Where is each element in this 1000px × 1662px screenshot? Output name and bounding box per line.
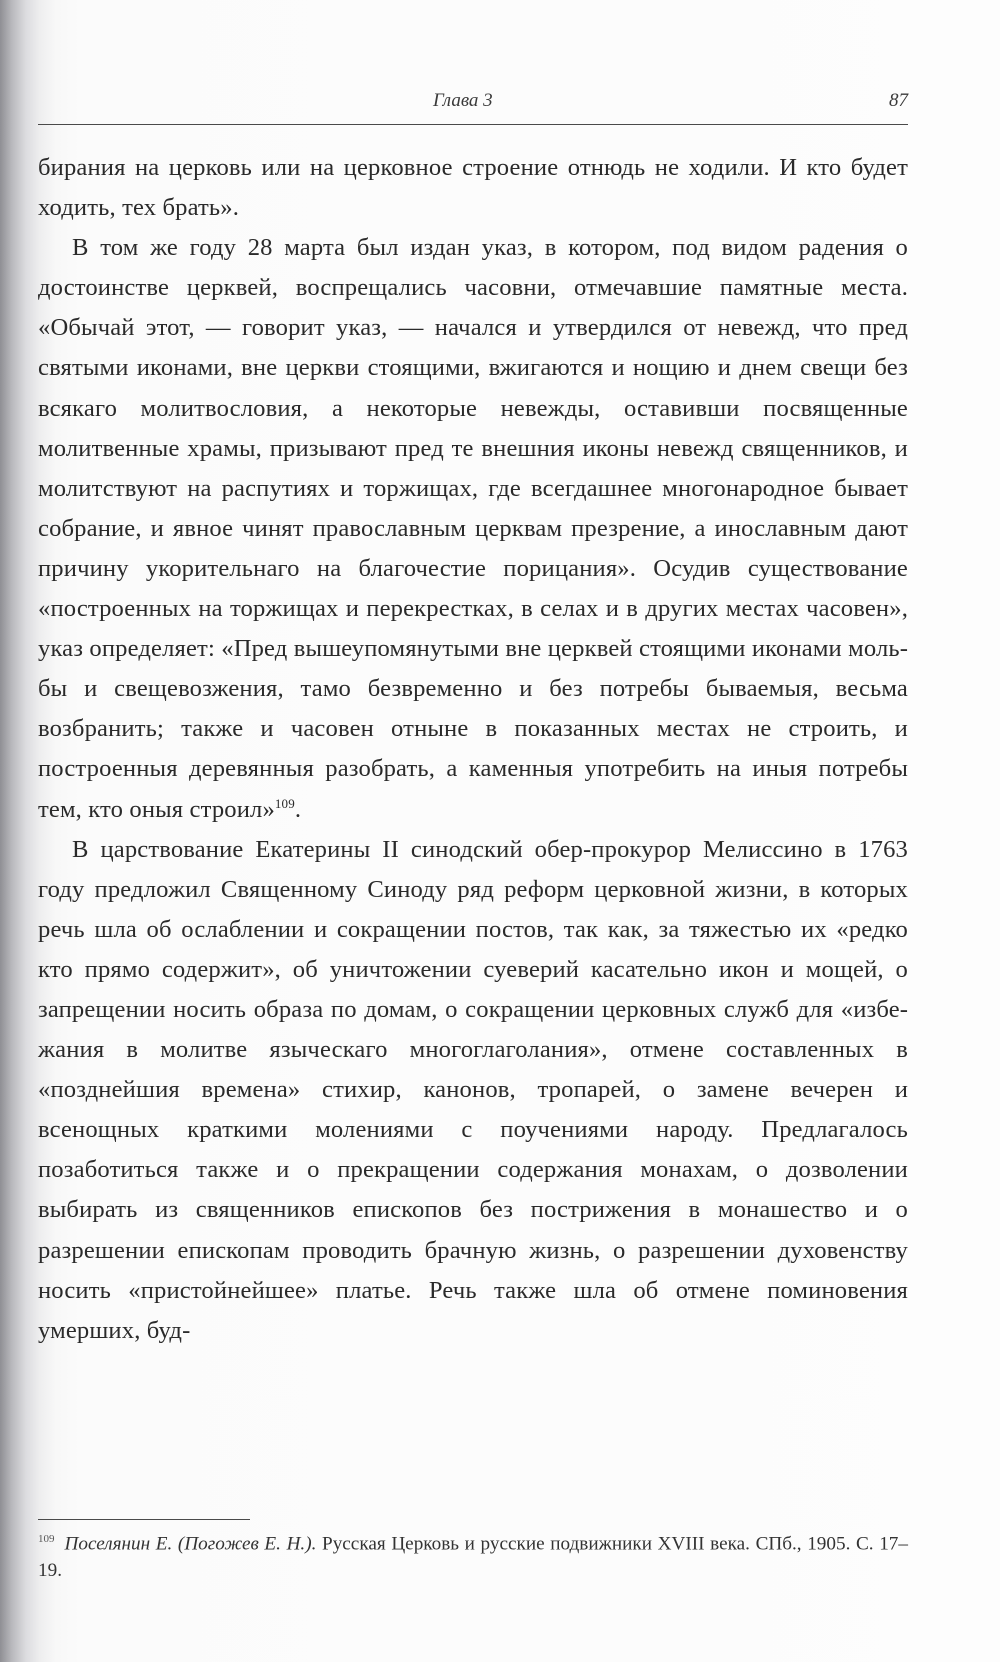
running-header (38, 90, 908, 122)
paragraph: бирания на церковь или на церковное строение отнюдь не ходили. И кто будет ходить, тех брать». (38, 154, 908, 222)
main-text (38, 148, 908, 1351)
header-rule (38, 124, 908, 125)
paragraph: В царствование Екатерины II синодский обер-прокурор Мелиссино в 1763 году предложил Священному Синоду ряд реформ церковной жизни, в которых речь шла об ослаблении и сокращении постов, так как, за тяжестью их «редко кто прямо содержит», об уничтожении суеверий касательно икон и мощей, о запрещении носить образа по домам, о сокращении церковных служб для «избежания в молитве языческаго многоглаголания», отмене составленных в «позднейшия времена» стихир, канонов, тропарей, о замене вечерен и всенощных краткими молениями с поучениями народу. Предлагалось позаботиться также и о прекращении содержания монахам, о дозволении выбирать из священников епископов без пострижения в монашество и о разрешении епископам проводить брачную жизнь, о разрешении духовенству носить «пристойнейшее» платье. Речь также шла об отмене поминовения умерших, буд- (38, 835, 908, 1344)
footnote-rule (38, 1519, 250, 1520)
footnote-text: Русская Церковь и русские подвижники XVIII века. СПб., 1905. С. 17–19. (38, 1533, 908, 1582)
footnote (38, 1526, 908, 1584)
paragraph-text: В том же году 28 марта был издан указ, в котором, под видом радения о достоинстве церквей, воспрещались часовни, отмечавшие памятные места. «Обычай этот, — говорит указ, — начался и утвердился от невежд, что пред святыми иконами, вне церкви стоящими, вжигаются и нощию и днем свещи без всякаго молитвословия, а некоторые невежды, оставивши посвященные молитвенные храмы, призывают пред те внешния иконы невежд священников, и молитствуют на распутиях и торжищах, где всегдашнее многонародное бывает собрание, и явное чинят православным церквам презрение, а инославным дают причину укорительнаго на благочестие порицания». Осудив существование «построенных на торжищах и перекрестках, в селах и в других местах часовен», указ определяет: «Пред вышеупомянутыми вне церквей стоящими иконами мольбы и свещевозжения, тамо безвременно и без потребы бываемыя, весьма возбранить; также и часовен отныне в показанных местах не строить, и построенныя деревянныя разобрать, а каменныя употребить на иныя потребы тем, кто оныя строил» (38, 234, 908, 823)
paragraph-end: . (294, 795, 302, 823)
footnote-author: Поселянин Е. (Погожев Е. Н.). (64, 1533, 317, 1555)
footnote-reference[interactable]: 109 (274, 795, 295, 811)
paragraph (38, 228, 908, 829)
running-title: Глава 3 (433, 90, 493, 111)
footnote-number: 109 (38, 1533, 55, 1545)
page-number: 87 (889, 90, 908, 111)
